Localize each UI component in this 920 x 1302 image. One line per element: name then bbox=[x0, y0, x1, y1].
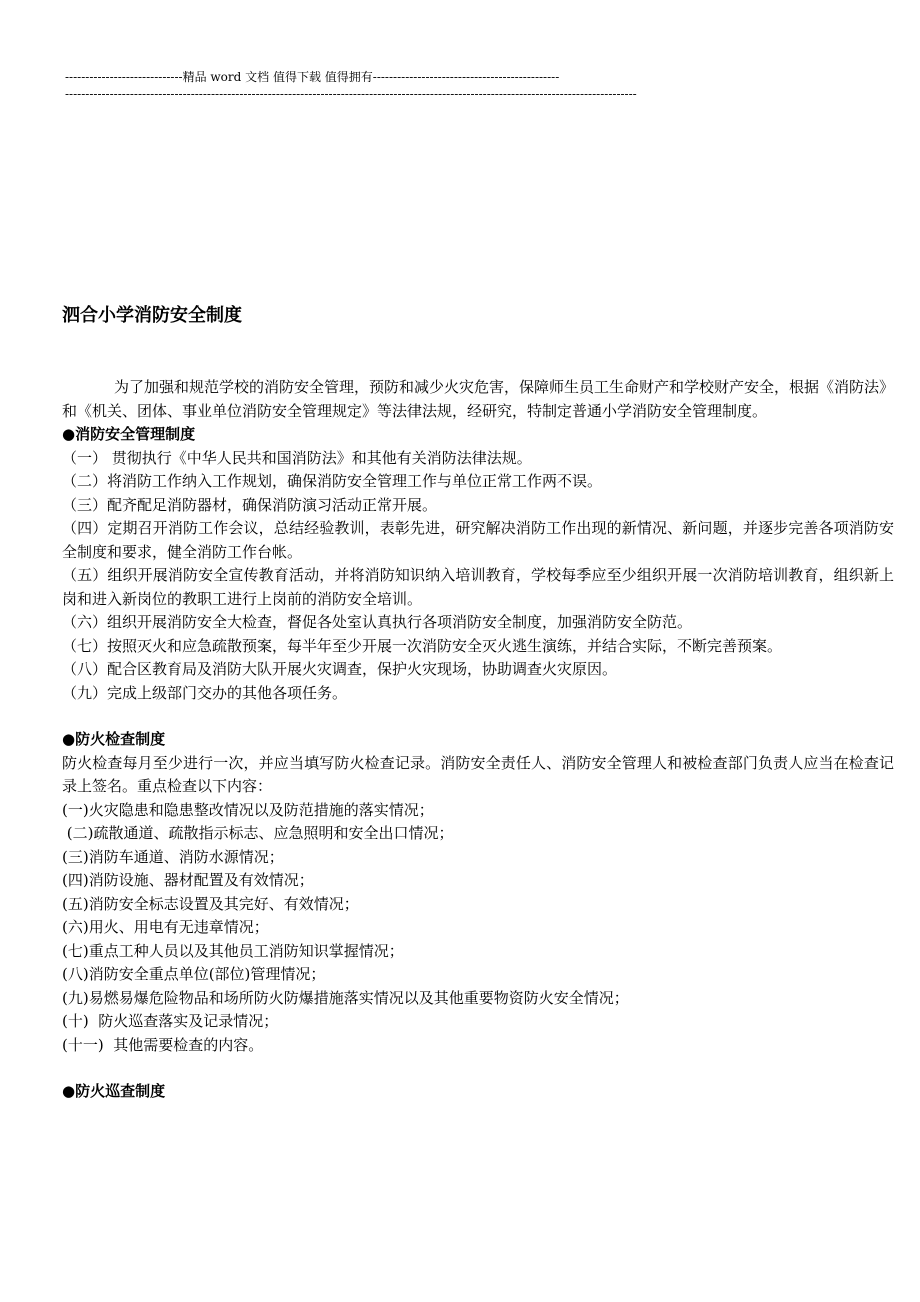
section-heading-fire-safety-management: ●消防安全管理制度 bbox=[62, 425, 196, 443]
list-item: （七）按照灭火和应急疏散预案，每半年至少开展一次消防安全灭火逃生演练，并结合实际，不断完善预案。 bbox=[62, 636, 783, 655]
list-item: （四）定期召开消防工作会议，总结经验教训，表彰先进，研究解决消防工作出现的新情况、新问题，并逐步完善各项消防安全制度和要求，健全消防工作台帐。 bbox=[62, 519, 894, 561]
list-item: (十) 防火巡查落实及记录情况； bbox=[62, 1012, 279, 1030]
section-intro-paragraph: 防火检查每月至少进行一次，并应当填写防火检查记录。消防安全责任人、消防安全管理人和被检查部门负责人应当在检查记录上签名。重点检查以下内容： bbox=[62, 753, 894, 795]
list-item: (五)消防安全标志设置及其完好、有效情况； bbox=[62, 894, 359, 913]
header-line-2: --------------------------------------------------------------------------------------------------------------------------------------------- bbox=[65, 87, 637, 101]
section-heading-fire-inspection: ●防火检查制度 bbox=[62, 730, 166, 748]
list-item: (一)火灾隐患和隐患整改情况以及防范措施的落实情况； bbox=[62, 800, 434, 819]
list-item: (十一) 其他需要检查的内容。 bbox=[62, 1035, 264, 1054]
header-line-1: -----------------------------精品 word 文档 值得下载 值得拥有---------------------------------------------- bbox=[65, 70, 560, 84]
list-item: (二)疏散通道、疏散指示标志、应急照明和安全出口情况； bbox=[62, 824, 454, 842]
list-item: （八）配合区教育局及消防大队开展火灾调查，保护火灾现场，协助调查火灾原因。 bbox=[62, 660, 618, 678]
list-item: （六）组织开展消防安全大检查，督促各处室认真执行各项消防安全制度，加强消防安全防范。 bbox=[62, 613, 693, 631]
list-item: (八)消防安全重点单位(部位)管理情况； bbox=[62, 965, 326, 983]
list-item: (三)消防车通道、消防水源情况； bbox=[62, 847, 284, 866]
list-item: (七)重点工种人员以及其他员工消防知识掌握情况； bbox=[62, 941, 404, 960]
list-item: (六)用火、用电有无违章情况； bbox=[62, 918, 269, 936]
list-item: （一） 贯彻执行《中华人民共和国消防法》和其他有关消防法律法规。 bbox=[62, 448, 532, 467]
list-item: (九)易燃易爆危险物品和场所防火防爆措施落实情况以及其他重要物资防火安全情况； bbox=[62, 988, 629, 1007]
list-item: （九）完成上级部门交办的其他各项任务。 bbox=[62, 683, 348, 702]
list-item: （五）组织开展消防安全宣传教育活动，并将消防知识纳入培训教育，学校每季应至少组织开展一次消防培训教育，组织新上岗和进入新岗位的教职工进行上岗前的消防安全培训。 bbox=[62, 566, 894, 608]
document-body bbox=[62, 376, 894, 1104]
list-item: (四)消防设施、器材配置及有效情况； bbox=[62, 871, 314, 889]
intro-paragraph: 为了加强和规范学校的消防安全管理，预防和减少火灾危害，保障师生员工生命财产和学校财产安全，根据《消防法》和《机关、团体、事业单位消防安全管理规定》等法律法规，经研究，特制定普通小学消防安全管理制度。 bbox=[62, 378, 895, 420]
section-heading-fire-patrol: ●防火巡查制度 bbox=[62, 1082, 166, 1100]
list-item: （三）配齐配足消防器材，确保消防演习活动正常开展。 bbox=[62, 495, 438, 514]
paragraph-spacer bbox=[62, 1057, 894, 1080]
page-title: 泗合小学消防安全制度 bbox=[62, 305, 242, 326]
paragraph-spacer bbox=[62, 705, 894, 728]
list-item: （二）将消防工作纳入工作规划，确保消防安全管理工作与单位正常工作两不误。 bbox=[62, 472, 603, 490]
